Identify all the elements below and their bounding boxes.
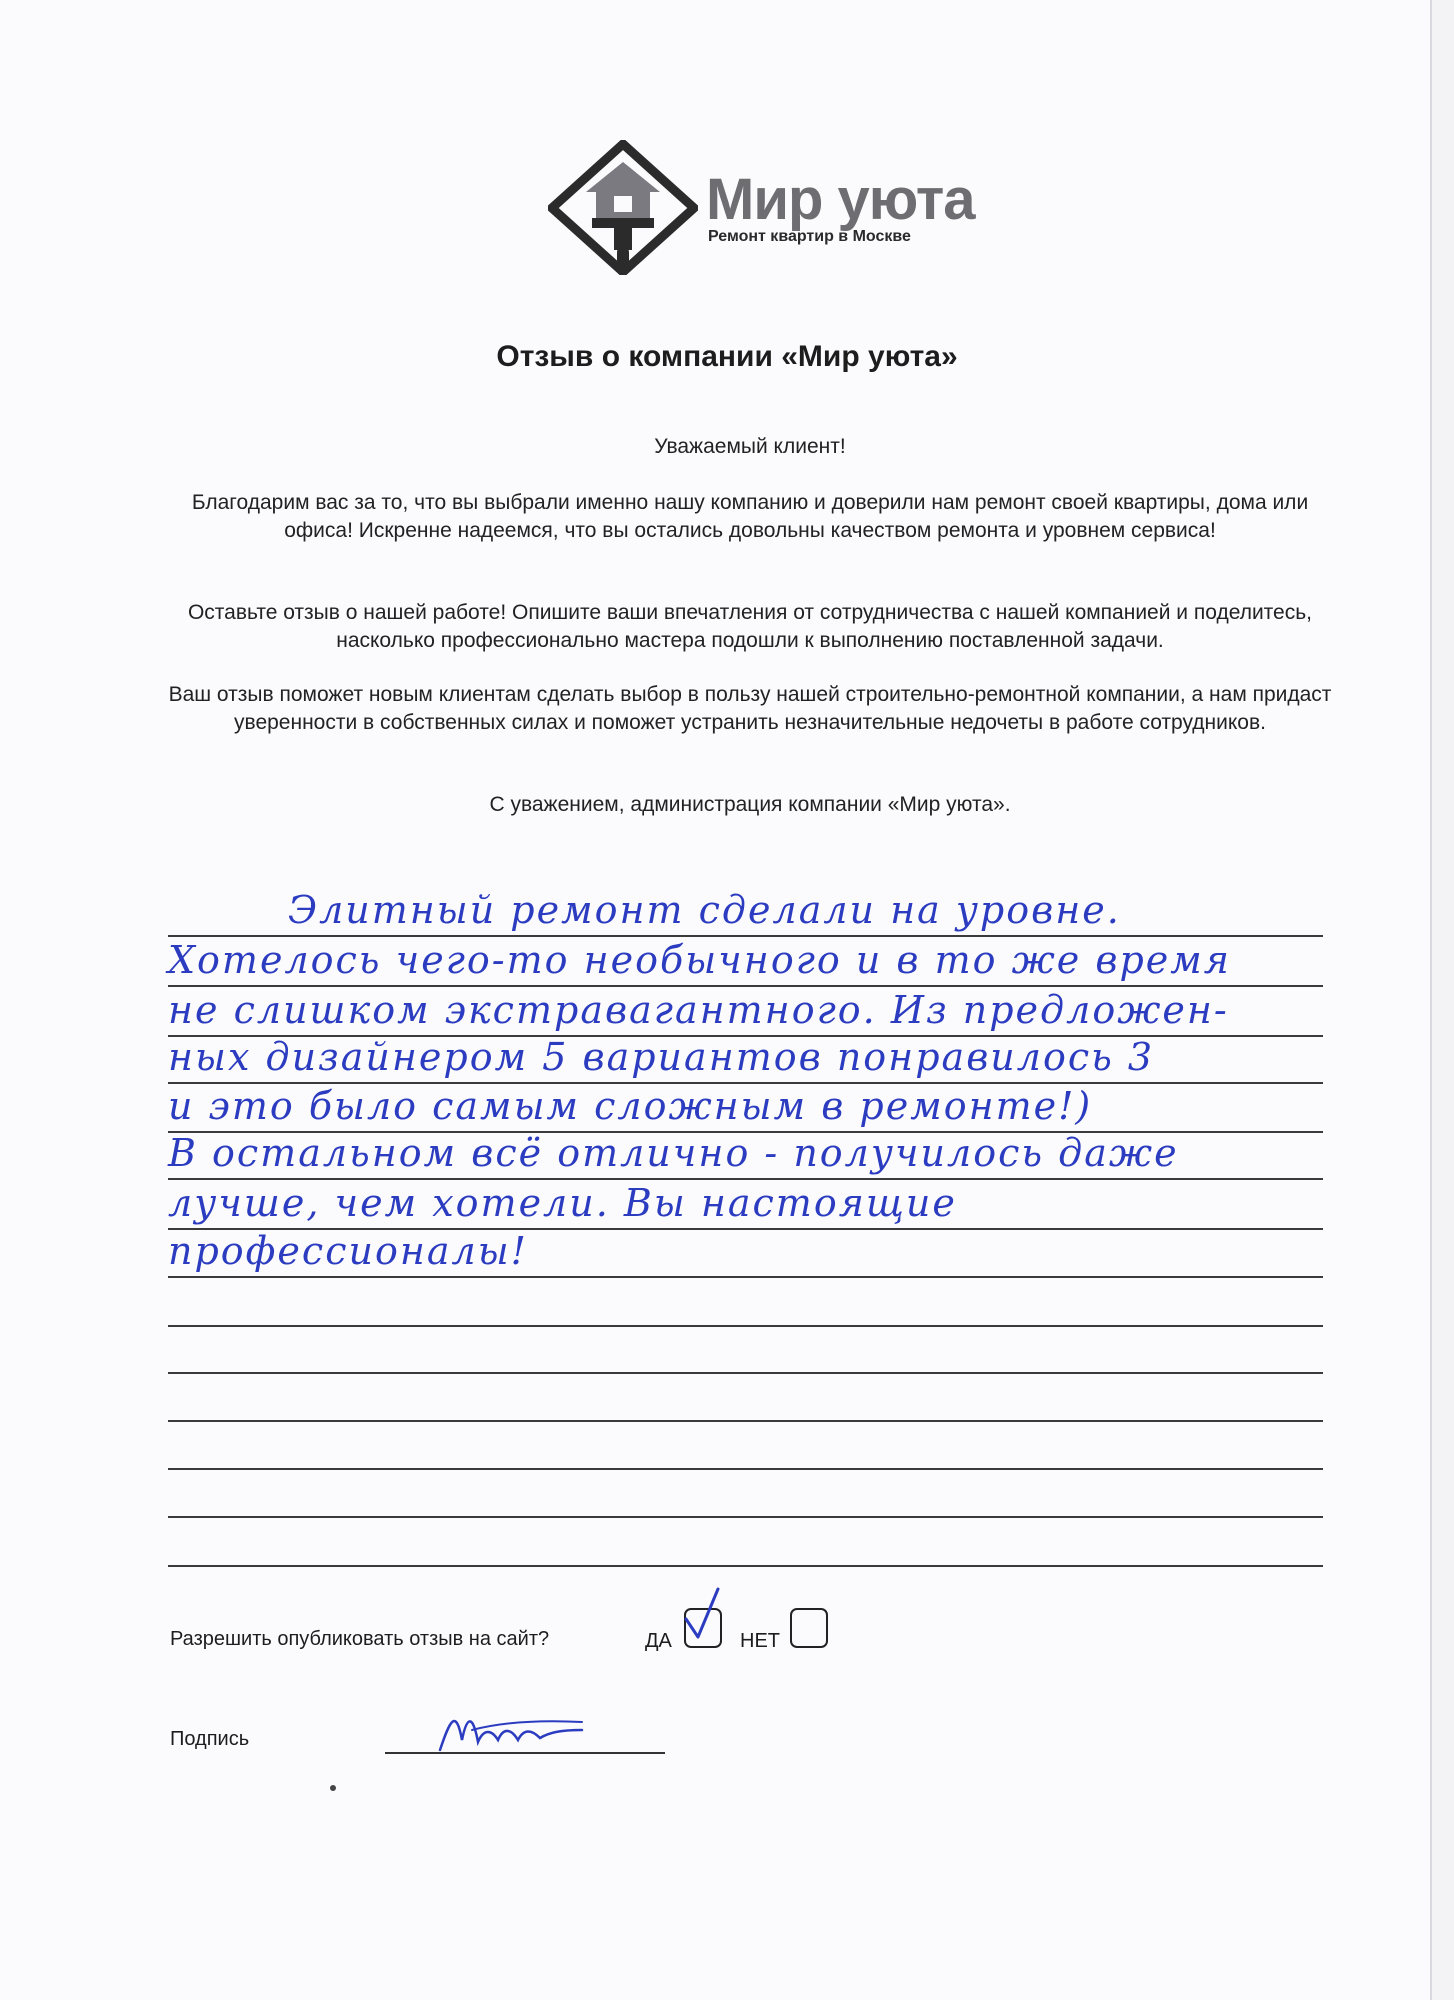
- handwritten-line: В остальном всё отлично - получилось даже: [168, 1131, 1179, 1175]
- review-rule: [168, 935, 1323, 937]
- paragraph-thanks: Благодарим вас за то, что вы выбрали именно нашу компанию и доверили нам ремонт своей квартиры, дома или офиса! Искренне надеемся, что вы остались довольны качеством ремонта и уровнем сервиса!: [191, 491, 1309, 542]
- company-logo: [548, 140, 975, 275]
- review-rule: [168, 1276, 1323, 1278]
- handwritten-line: не слишком экстравагантного. Из предложен-: [168, 988, 1229, 1032]
- greeting: Уважаемый клиент!: [654, 435, 846, 458]
- page-title: Отзыв о компании «Мир уюта»: [496, 340, 958, 373]
- paragraph-request: Оставьте отзыв о нашей работе! Опишите ваши впечатления от сотрудничества с нашей компанией и поделитесь, насколько профессионально мастера подошли к выполнению поставленной задачи.: [187, 601, 1313, 652]
- logo-name: Мир уюта: [706, 167, 975, 232]
- checkmark-icon: [680, 1585, 730, 1645]
- handwritten-line: Элитный ремонт сделали на уровне.: [288, 888, 1121, 932]
- review-rule: [168, 1178, 1323, 1180]
- house-brush-icon: [548, 140, 698, 275]
- handwritten-line: Хотелось чего-то необычного и в то же время: [168, 938, 1231, 982]
- handwritten-line: профессионалы!: [168, 1229, 528, 1273]
- review-rule: [168, 1468, 1323, 1470]
- yes-label: ДА: [645, 1630, 672, 1652]
- logo-tagline: Ремонт квартир в Москве: [708, 228, 911, 245]
- review-rule: [168, 985, 1323, 987]
- handwritten-line: и это было самым сложным в ремонте!): [168, 1084, 1093, 1128]
- review-rule: [168, 1325, 1323, 1327]
- review-rule: [168, 1565, 1323, 1567]
- handwritten-line: ных дизайнером 5 вариантов понравилось 3: [168, 1035, 1155, 1079]
- review-rule: [168, 1420, 1323, 1422]
- paragraph-benefit: Ваш отзыв поможет новым клиентам сделать выбор в пользу нашей строительно-ремонтной компании, а нам придаст уверенности в собственных силах и поможет устранить незначительные недочеты в работе сотрудников.: [168, 683, 1332, 734]
- no-checkbox[interactable]: [790, 1608, 828, 1648]
- review-rule: [168, 1516, 1323, 1518]
- review-rule: [168, 1372, 1323, 1374]
- publish-consent-question: Разрешить опубликовать отзыв на сайт?: [170, 1628, 550, 1650]
- ink-dot: [330, 1785, 336, 1791]
- no-label: НЕТ: [740, 1630, 780, 1652]
- closing-line: С уважением, администрация компании «Мир уюта».: [489, 793, 1011, 816]
- handwritten-line: лучше, чем хотели. Вы настоящие: [168, 1181, 957, 1225]
- signature-label: Подпись: [170, 1728, 250, 1750]
- signature-scribble: [432, 1700, 602, 1760]
